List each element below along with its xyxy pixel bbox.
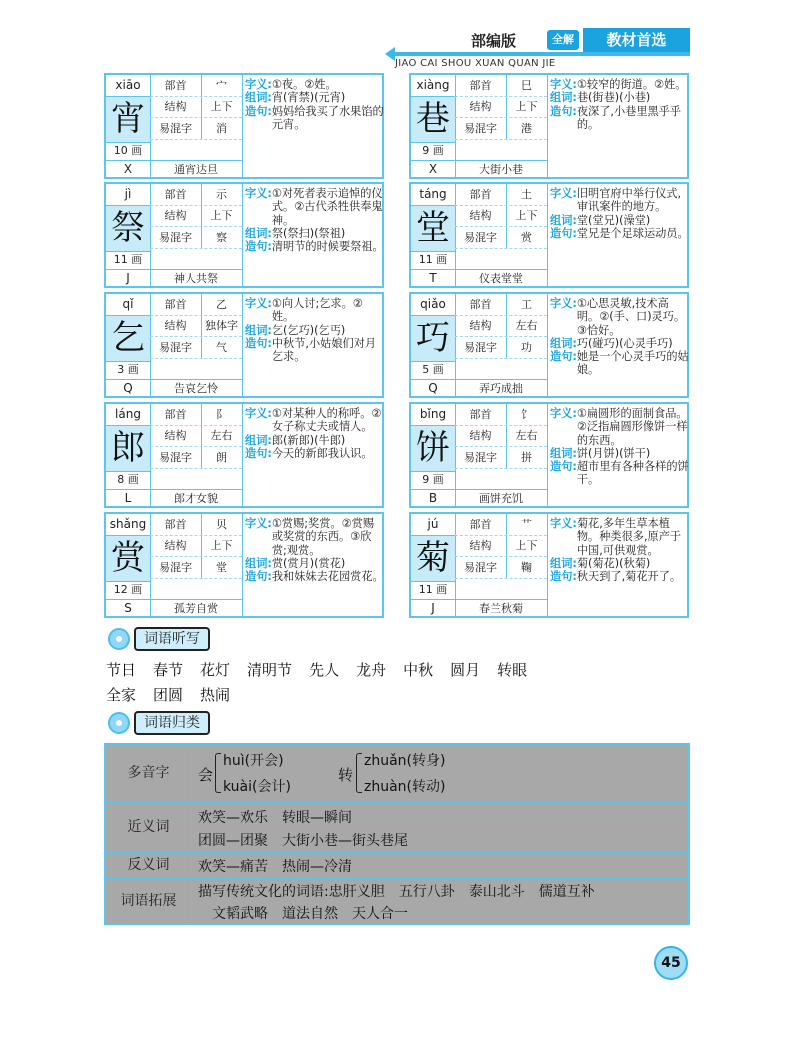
sentence-text: 超市里有各种各样的饼干。 xyxy=(576,460,689,487)
char-pinyin: táng xyxy=(419,187,447,201)
poly-reading: kuài(会计) xyxy=(223,779,291,795)
extend-line: 描写传统文化的词语:忠肝义胆 五行八卦 泰山北斗 儒道互补 xyxy=(198,884,595,900)
antonym-line: 欢笑—痛苦 热闹—冷清 xyxy=(198,859,352,875)
char-pinyin: shǎng xyxy=(109,517,147,531)
character: 菊 xyxy=(416,538,450,578)
dictation-word: 全家 xyxy=(106,686,137,704)
meaning-label: 字义: xyxy=(550,517,577,530)
divider xyxy=(242,514,243,618)
stroke-count: 11 画 xyxy=(418,583,448,596)
dictation-line-1 xyxy=(106,659,544,680)
sentence-label: 造句: xyxy=(550,460,577,474)
char-pinyin: jú xyxy=(427,517,439,531)
words-label: 组词: xyxy=(245,556,272,570)
row-label: 词语拓展 xyxy=(106,879,192,923)
character: 宵 xyxy=(111,99,145,139)
char-pinyin: xiāo xyxy=(115,78,141,92)
structure-label: 结构 xyxy=(164,209,187,222)
index-letter: X xyxy=(123,162,133,176)
structure-value: 上下 xyxy=(210,100,233,113)
divider xyxy=(547,514,548,618)
radical-value: 巳 xyxy=(521,79,532,92)
divider xyxy=(547,294,548,398)
stroke-count: 8 画 xyxy=(117,473,139,486)
index-letter: Q xyxy=(123,381,133,395)
confusable-value: 赏 xyxy=(521,231,532,244)
index-letter: J xyxy=(126,271,130,285)
header-rule xyxy=(393,52,690,56)
dictation-line-2 xyxy=(106,684,247,705)
stroke-count: 11 画 xyxy=(418,253,448,266)
radical-label: 部首 xyxy=(469,188,492,201)
char-info xyxy=(244,294,384,398)
meaning-label: 字义: xyxy=(550,407,577,420)
meaning-label: 字义: xyxy=(550,297,577,310)
structure-label: 结构 xyxy=(469,100,492,113)
char-info xyxy=(244,514,384,618)
meaning-text: ①向人讨;乞求。②姓。 xyxy=(271,297,363,324)
confusable-label: 易混字 xyxy=(464,561,497,574)
idiom-phrase: 郎才女貌 xyxy=(174,492,218,505)
divider xyxy=(455,468,547,469)
divider xyxy=(242,294,243,398)
divider xyxy=(455,248,547,249)
character-card xyxy=(104,182,384,288)
character: 堂 xyxy=(416,208,450,248)
structure-label: 结构 xyxy=(164,100,187,113)
sentence-label: 造句: xyxy=(550,570,577,584)
idiom-phrase: 弄巧成拙 xyxy=(479,382,523,395)
dictation-word: 春节 xyxy=(153,661,184,679)
classify-table xyxy=(104,743,690,925)
meaning-text: ①扁圆形的面制食品。②泛指扁圆形像饼一样的东西。 xyxy=(576,407,688,447)
char-pinyin: qiǎo xyxy=(420,297,446,311)
confusable-value: 功 xyxy=(521,341,532,354)
idiom-phrase: 告哀乞怜 xyxy=(174,382,218,395)
words-text: 乞(乞巧)(乞丐) xyxy=(271,323,346,337)
character-card xyxy=(409,512,689,618)
structure-label: 结构 xyxy=(164,429,187,442)
radical-value: 饣 xyxy=(521,408,532,421)
char-info xyxy=(549,404,689,508)
confusable-value: 气 xyxy=(216,341,227,354)
index-letter: S xyxy=(124,601,132,615)
meaning-text: ①赏赐;奖赏。②赏赐或奖赏的东西。③欣赏;观赏。 xyxy=(271,517,375,557)
char-pinyin: láng xyxy=(115,407,141,421)
sentence-text: 我和妹妹去花园赏花。 xyxy=(271,570,384,584)
radical-label: 部首 xyxy=(469,79,492,92)
page-number: 45 xyxy=(654,946,688,980)
sentence-text: 妈妈给我买了水果馅的元宵。 xyxy=(271,104,384,131)
table-row-synonym xyxy=(106,803,688,853)
table-row-extend xyxy=(106,879,688,923)
character: 巧 xyxy=(416,318,450,358)
confusable-value: 朗 xyxy=(216,451,227,464)
radical-label: 部首 xyxy=(469,408,492,421)
words-text: 巷(街巷)(小巷) xyxy=(576,91,651,105)
dictation-word: 先人 xyxy=(309,661,340,679)
sentence-text: 她是一个心灵手巧的姑娘。 xyxy=(576,350,689,377)
divider xyxy=(455,358,547,359)
words-label: 组词: xyxy=(550,91,577,105)
meaning-label: 字义: xyxy=(245,407,272,420)
confusable-value: 消 xyxy=(216,122,227,135)
confusable-label: 易混字 xyxy=(464,122,497,135)
idiom-phrase: 大街小巷 xyxy=(479,163,523,176)
radical-value: 艹 xyxy=(521,518,532,531)
page-header xyxy=(385,28,690,78)
row-label: 反义词 xyxy=(106,853,192,878)
words-text: 巧(碰巧)(心灵手巧) xyxy=(576,336,673,350)
dictation-word: 中秋 xyxy=(403,661,434,679)
classify-section-header xyxy=(108,711,210,735)
radical-label: 部首 xyxy=(164,79,187,92)
char-pinyin: jì xyxy=(124,187,132,201)
words-label: 组词: xyxy=(245,226,272,240)
meaning-text: ①对死者表示追悼的仪式。②古代杀牲供奉鬼神。 xyxy=(271,187,383,227)
sentence-label: 造句: xyxy=(245,570,272,584)
poly-char-1: 会 xyxy=(198,766,214,784)
divider xyxy=(455,578,547,579)
idiom-phrase: 画饼充饥 xyxy=(479,492,523,505)
meaning-label: 字义: xyxy=(245,78,272,91)
sentence-text: 中秋节,小姑娘们对月乞求。 xyxy=(271,336,377,364)
confusable-label: 易混字 xyxy=(159,451,192,464)
character-card xyxy=(409,292,689,398)
stroke-count: 10 画 xyxy=(113,144,143,157)
confusable-label: 易混字 xyxy=(464,341,497,354)
character-card xyxy=(104,292,384,398)
structure-value: 上下 xyxy=(515,100,538,113)
sentence-text: 夜深了,小巷里黑乎乎的。 xyxy=(576,104,682,131)
structure-value: 上下 xyxy=(515,539,538,552)
structure-value: 独体字 xyxy=(205,319,238,332)
structure-value: 左右 xyxy=(210,429,233,442)
table-row-polyphone xyxy=(106,745,688,803)
divider xyxy=(150,358,242,359)
divider xyxy=(150,139,242,140)
radical-label: 部首 xyxy=(164,408,187,421)
char-info xyxy=(549,514,689,618)
confusable-label: 易混字 xyxy=(464,231,497,244)
synonym-line: 欢笑—欢乐 转眼—瞬间 xyxy=(198,810,352,826)
confusable-value: 察 xyxy=(216,231,227,244)
structure-label: 结构 xyxy=(469,319,492,332)
radical-label: 部首 xyxy=(164,518,187,531)
idiom-phrase: 仪表堂堂 xyxy=(479,272,523,285)
sentence-label: 造句: xyxy=(550,104,577,118)
synonym-line: 团圆—团聚 大街小巷—街头巷尾 xyxy=(198,833,408,849)
dictation-word: 转眼 xyxy=(497,661,528,679)
divider xyxy=(242,184,243,288)
sentence-text: 堂兄是个足球运动员。 xyxy=(576,226,689,240)
dictation-word: 热闹 xyxy=(200,686,231,704)
character: 郎 xyxy=(111,428,145,468)
words-label: 组词: xyxy=(245,433,272,447)
header-pinyin: JIAO CAI SHOU XUAN QUAN JIE xyxy=(395,58,556,69)
classify-title: 词语归类 xyxy=(134,711,210,735)
structure-label: 结构 xyxy=(469,429,492,442)
confusable-label: 易混字 xyxy=(159,561,192,574)
character: 祭 xyxy=(111,208,145,248)
idiom-phrase: 神人共祭 xyxy=(174,272,218,285)
character: 巷 xyxy=(416,99,450,139)
meaning-text: ①对某种人的称呼。②女子称丈夫或情人。 xyxy=(271,407,382,434)
stroke-count: 9 画 xyxy=(422,144,444,157)
idiom-phrase: 春兰秋菊 xyxy=(479,602,523,615)
sentence-label: 造句: xyxy=(245,446,272,460)
divider xyxy=(242,75,243,179)
sentence-text: 秋天到了,菊花开了。 xyxy=(576,570,682,584)
radical-label: 部首 xyxy=(164,188,187,201)
meaning-label: 字义: xyxy=(550,187,577,200)
char-pinyin: xiàng xyxy=(416,78,450,92)
sentence-label: 造句: xyxy=(245,336,272,350)
radical-value: 宀 xyxy=(216,79,227,92)
character: 乞 xyxy=(111,318,145,358)
structure-label: 结构 xyxy=(164,539,187,552)
divider xyxy=(242,404,243,508)
poly-reading: zhuàn(转动) xyxy=(364,779,446,795)
meaning-text: ①心思灵敏,技术高明。②(手、口)灵巧。③恰好。 xyxy=(576,297,686,337)
row-label: 多音字 xyxy=(106,745,192,802)
stroke-count: 11 画 xyxy=(113,253,143,266)
index-letter: B xyxy=(428,491,438,505)
mascot-icon xyxy=(108,712,130,734)
row-label: 近义词 xyxy=(106,803,192,852)
poly-char-2: 转 xyxy=(338,766,354,784)
dictation-section-header xyxy=(108,627,210,651)
radical-value: 工 xyxy=(521,298,532,311)
radical-label: 部首 xyxy=(164,298,187,311)
dictation-word: 圆月 xyxy=(450,661,481,679)
index-letter: T xyxy=(429,271,437,285)
brand-logo-icon: 全解 xyxy=(547,30,579,50)
char-pinyin: qǐ xyxy=(122,297,134,311)
words-label: 组词: xyxy=(245,323,272,337)
structure-value: 上下 xyxy=(515,209,538,222)
confusable-label: 易混字 xyxy=(464,451,497,464)
dictation-word: 龙舟 xyxy=(356,661,387,679)
sentence-text: 清明节的时候要祭祖。 xyxy=(271,240,384,254)
words-text: 菊(菊花)(秋菊) xyxy=(576,556,651,570)
radical-value: 贝 xyxy=(216,518,227,531)
character-card xyxy=(409,73,689,179)
words-text: 郎(新郎)(牛郎) xyxy=(271,433,346,447)
character-card xyxy=(104,73,384,179)
radical-value: 土 xyxy=(521,188,532,201)
meaning-label: 字义: xyxy=(245,517,272,530)
extend-line: 文韬武略 道法自然 天人合一 xyxy=(212,906,408,922)
structure-value: 左右 xyxy=(515,319,538,332)
character-card xyxy=(409,182,689,288)
divider xyxy=(150,248,242,249)
divider xyxy=(455,139,547,140)
char-info xyxy=(549,294,689,398)
header-title: 教材首选 xyxy=(583,28,690,52)
words-label: 组词: xyxy=(550,336,577,350)
char-info xyxy=(244,404,384,508)
character-card xyxy=(104,512,384,618)
char-info xyxy=(549,184,689,288)
meaning-text: 旧明官府中举行仪式,审讯案件的地方。 xyxy=(576,187,682,214)
structure-label: 结构 xyxy=(469,539,492,552)
stroke-count: 9 画 xyxy=(422,473,444,486)
sentence-label: 造句: xyxy=(245,240,272,254)
words-label: 组词: xyxy=(550,213,577,227)
character: 赏 xyxy=(111,538,145,578)
radical-label: 部首 xyxy=(469,518,492,531)
index-letter: J xyxy=(431,601,435,615)
words-text: 宵(宵禁)(元宵) xyxy=(271,91,346,105)
idiom-phrase: 孤芳自赏 xyxy=(174,602,218,615)
character-card xyxy=(104,402,384,508)
dictation-word: 花灯 xyxy=(200,661,231,679)
dictation-word: 节日 xyxy=(106,661,137,679)
stroke-count: 12 画 xyxy=(113,583,143,596)
confusable-label: 易混字 xyxy=(159,231,192,244)
divider xyxy=(150,578,242,579)
meaning-text: 菊花,多年生草本植物。种类很多,原产于中国,可供观赏。 xyxy=(576,517,682,557)
divider xyxy=(547,75,548,179)
dictation-word: 团圆 xyxy=(153,686,184,704)
char-info xyxy=(244,184,384,288)
confusable-label: 易混字 xyxy=(159,341,192,354)
meaning-label: 字义: xyxy=(245,187,272,200)
confusable-label: 易混字 xyxy=(159,122,192,135)
table-row-antonym xyxy=(106,853,688,879)
structure-label: 结构 xyxy=(164,319,187,332)
sentence-text: 今天的新郎我认识。 xyxy=(271,446,373,460)
sentence-label: 造句: xyxy=(550,226,577,240)
words-text: 堂(堂兄)(澡堂) xyxy=(576,213,651,227)
poly-reading: huì(开会) xyxy=(223,753,284,769)
meaning-label: 字义: xyxy=(550,78,577,91)
idiom-phrase: 通宵达旦 xyxy=(174,163,218,176)
sentence-label: 造句: xyxy=(550,350,577,364)
words-label: 组词: xyxy=(550,446,577,460)
radical-value: 乙 xyxy=(216,298,227,311)
confusable-value: 堂 xyxy=(216,561,227,574)
structure-value: 上下 xyxy=(210,209,233,222)
index-letter: L xyxy=(124,491,132,505)
radical-label: 部首 xyxy=(469,298,492,311)
meaning-text: ①夜。②姓。 xyxy=(271,78,337,91)
brace-icon xyxy=(356,753,362,793)
meaning-label: 字义: xyxy=(245,297,272,310)
confusable-value: 鞠 xyxy=(521,561,532,574)
words-text: 祭(祭扫)(祭祖) xyxy=(271,226,346,240)
radical-value: 示 xyxy=(216,188,227,201)
character-card xyxy=(409,402,689,508)
stroke-count: 3 画 xyxy=(117,363,139,376)
dictation-title: 词语听写 xyxy=(134,627,210,651)
words-text: 赏(赏月)(赏花) xyxy=(271,556,346,570)
brace-icon xyxy=(215,753,221,793)
dictation-word: 清明节 xyxy=(247,661,293,679)
char-pinyin: bǐng xyxy=(419,407,447,421)
sentence-label: 造句: xyxy=(245,104,272,118)
ear-icon xyxy=(108,628,130,650)
divider xyxy=(150,468,242,469)
structure-value: 左右 xyxy=(515,429,538,442)
words-text: 饼(月饼)(饼干) xyxy=(576,446,651,460)
meaning-text: ①较窄的街道。②姓。 xyxy=(576,78,687,91)
words-label: 组词: xyxy=(245,91,272,105)
structure-label: 结构 xyxy=(469,209,492,222)
index-letter: Q xyxy=(428,381,438,395)
stroke-count: 5 画 xyxy=(422,363,444,376)
divider xyxy=(547,184,548,288)
char-info xyxy=(549,75,689,179)
confusable-value: 拼 xyxy=(521,451,532,464)
radical-value: 阝 xyxy=(216,408,227,421)
index-letter: X xyxy=(428,162,438,176)
confusable-value: 港 xyxy=(521,122,532,135)
words-label: 组词: xyxy=(550,556,577,570)
divider xyxy=(547,404,548,508)
poly-reading: zhuǎn(转身) xyxy=(364,753,446,769)
structure-value: 上下 xyxy=(210,539,233,552)
character: 饼 xyxy=(416,428,450,468)
edition-label: 部编版 xyxy=(471,32,517,50)
char-info xyxy=(244,75,384,179)
